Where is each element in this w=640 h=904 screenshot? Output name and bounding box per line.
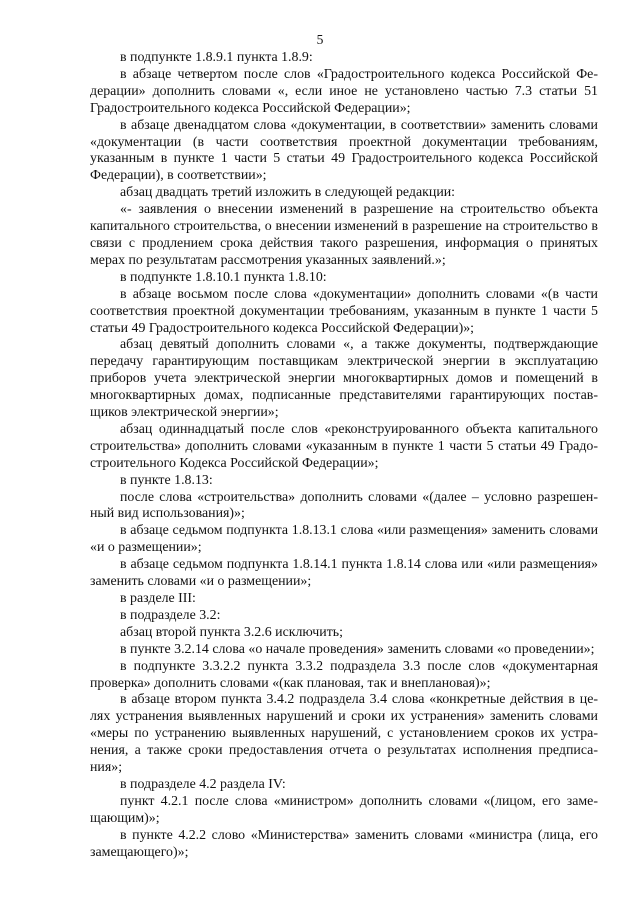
paragraph: в абзаце втором пункта 3.4.2 подраздела 3.4 слова «конкретные действия в целях устранения выявленных нарушений и сроки их устранения» заменить словами «меры по устранению выявленных нарушений, с установлением сроков их устранения, а также сроки предоставления отчета о результатах исполнения предписания»;	[90, 692, 598, 776]
page-number: 5	[316, 32, 324, 47]
paragraph: в подразделе 3.2:	[120, 607, 221, 623]
document-body	[90, 50, 598, 862]
paragraph: абзац одиннадцатый после слов «реконструированного объекта капитального строительства» дополнить словами «указанным в пункте 1 части 5 статьи 49 Градостроительного Кодекса Российской Федерации»;	[90, 421, 598, 471]
paragraph: в пункте 4.2.2 слово «Министерства» заменить словами «министра (лица, его замещающего)»;	[90, 827, 598, 860]
paragraph: абзац девятый дополнить словами «, а также документы, подтверждающие передачу гарантирующим поставщикам электрической энергии в эксплуатацию приборов учета электрической энергии многоквартирных домов и помещений в многоквартирных домах, подписанные представителями гарантирующих поставщиков электрической энергии»;	[90, 337, 598, 421]
paragraph: в абзаце четвертом после слов «Градостроительного кодекса Российской Федерации» дополнить словами «, если иное не установлено частью 7.3 статьи 51 Градостроительного кодекса Российской Федерации»;	[90, 66, 598, 116]
paragraph: в абзаце восьмом после слова «документации» дополнить словами «(в части соответствия проектной документации требованиям, указанным в пункте 1 части 5 статьи 49 Градостроительного кодекса Российской Федерации)»;	[90, 286, 598, 336]
paragraph: пункт 4.2.1 после слова «министром» дополнить словами «(лицом, его замещающим)»;	[90, 793, 598, 826]
paragraph: абзац двадцать третий изложить в следующей редакции:	[120, 185, 456, 201]
paragraph: в подразделе 4.2 раздела IV:	[120, 776, 286, 792]
paragraph: «- заявления о внесении изменений в разрешение на строительство объекта капитального строительства, о внесении изменений в разрешение на строительство в связи с продлением срока действия такого разрешения, информация о принятых мерах по результатам рассмотрения указанных заявлений.»;	[90, 202, 598, 268]
paragraph: в пункте 1.8.13:	[120, 472, 213, 488]
paragraph: в абзаце двенадцатом слова «документации, в соответствии» заменить словами «документации (в части соответствия проектной документации требованиям, указанным в пункте 1 части 5 статьи 49 Градостроительного кодекса Российской Федерации), в соответствии»;	[90, 117, 598, 184]
paragraph: после слова «строительства» дополнить словами «(далее – условно разрешенный вид использования)»;	[90, 489, 598, 522]
paragraph: в разделе III:	[120, 591, 196, 606]
paragraph: в подпункте 1.8.10.1 пункта 1.8.10:	[120, 269, 327, 285]
paragraph: абзац второй пункта 3.2.6 исключить;	[120, 624, 343, 640]
paragraph: в абзаце седьмом подпункта 1.8.13.1 слова «или размещения» заменить словами «и о размещении»;	[90, 523, 598, 556]
paragraph: в пункте 3.2.14 слова «о начале проведения» заменить словами «о проведении»;	[120, 641, 595, 657]
paragraph: в подпункте 3.3.2.2 пункта 3.3.2 подраздела 3.3 после слов «документарная проверка» дополнить словами «(как плановая, так и внеплановая)»;	[90, 658, 598, 691]
paragraph: в абзаце седьмом подпункта 1.8.14.1 пункта 1.8.14 слова или «или размещения» заменить словами «и о размещении»;	[90, 557, 598, 590]
paragraph: в подпункте 1.8.9.1 пункта 1.8.9:	[120, 50, 313, 65]
